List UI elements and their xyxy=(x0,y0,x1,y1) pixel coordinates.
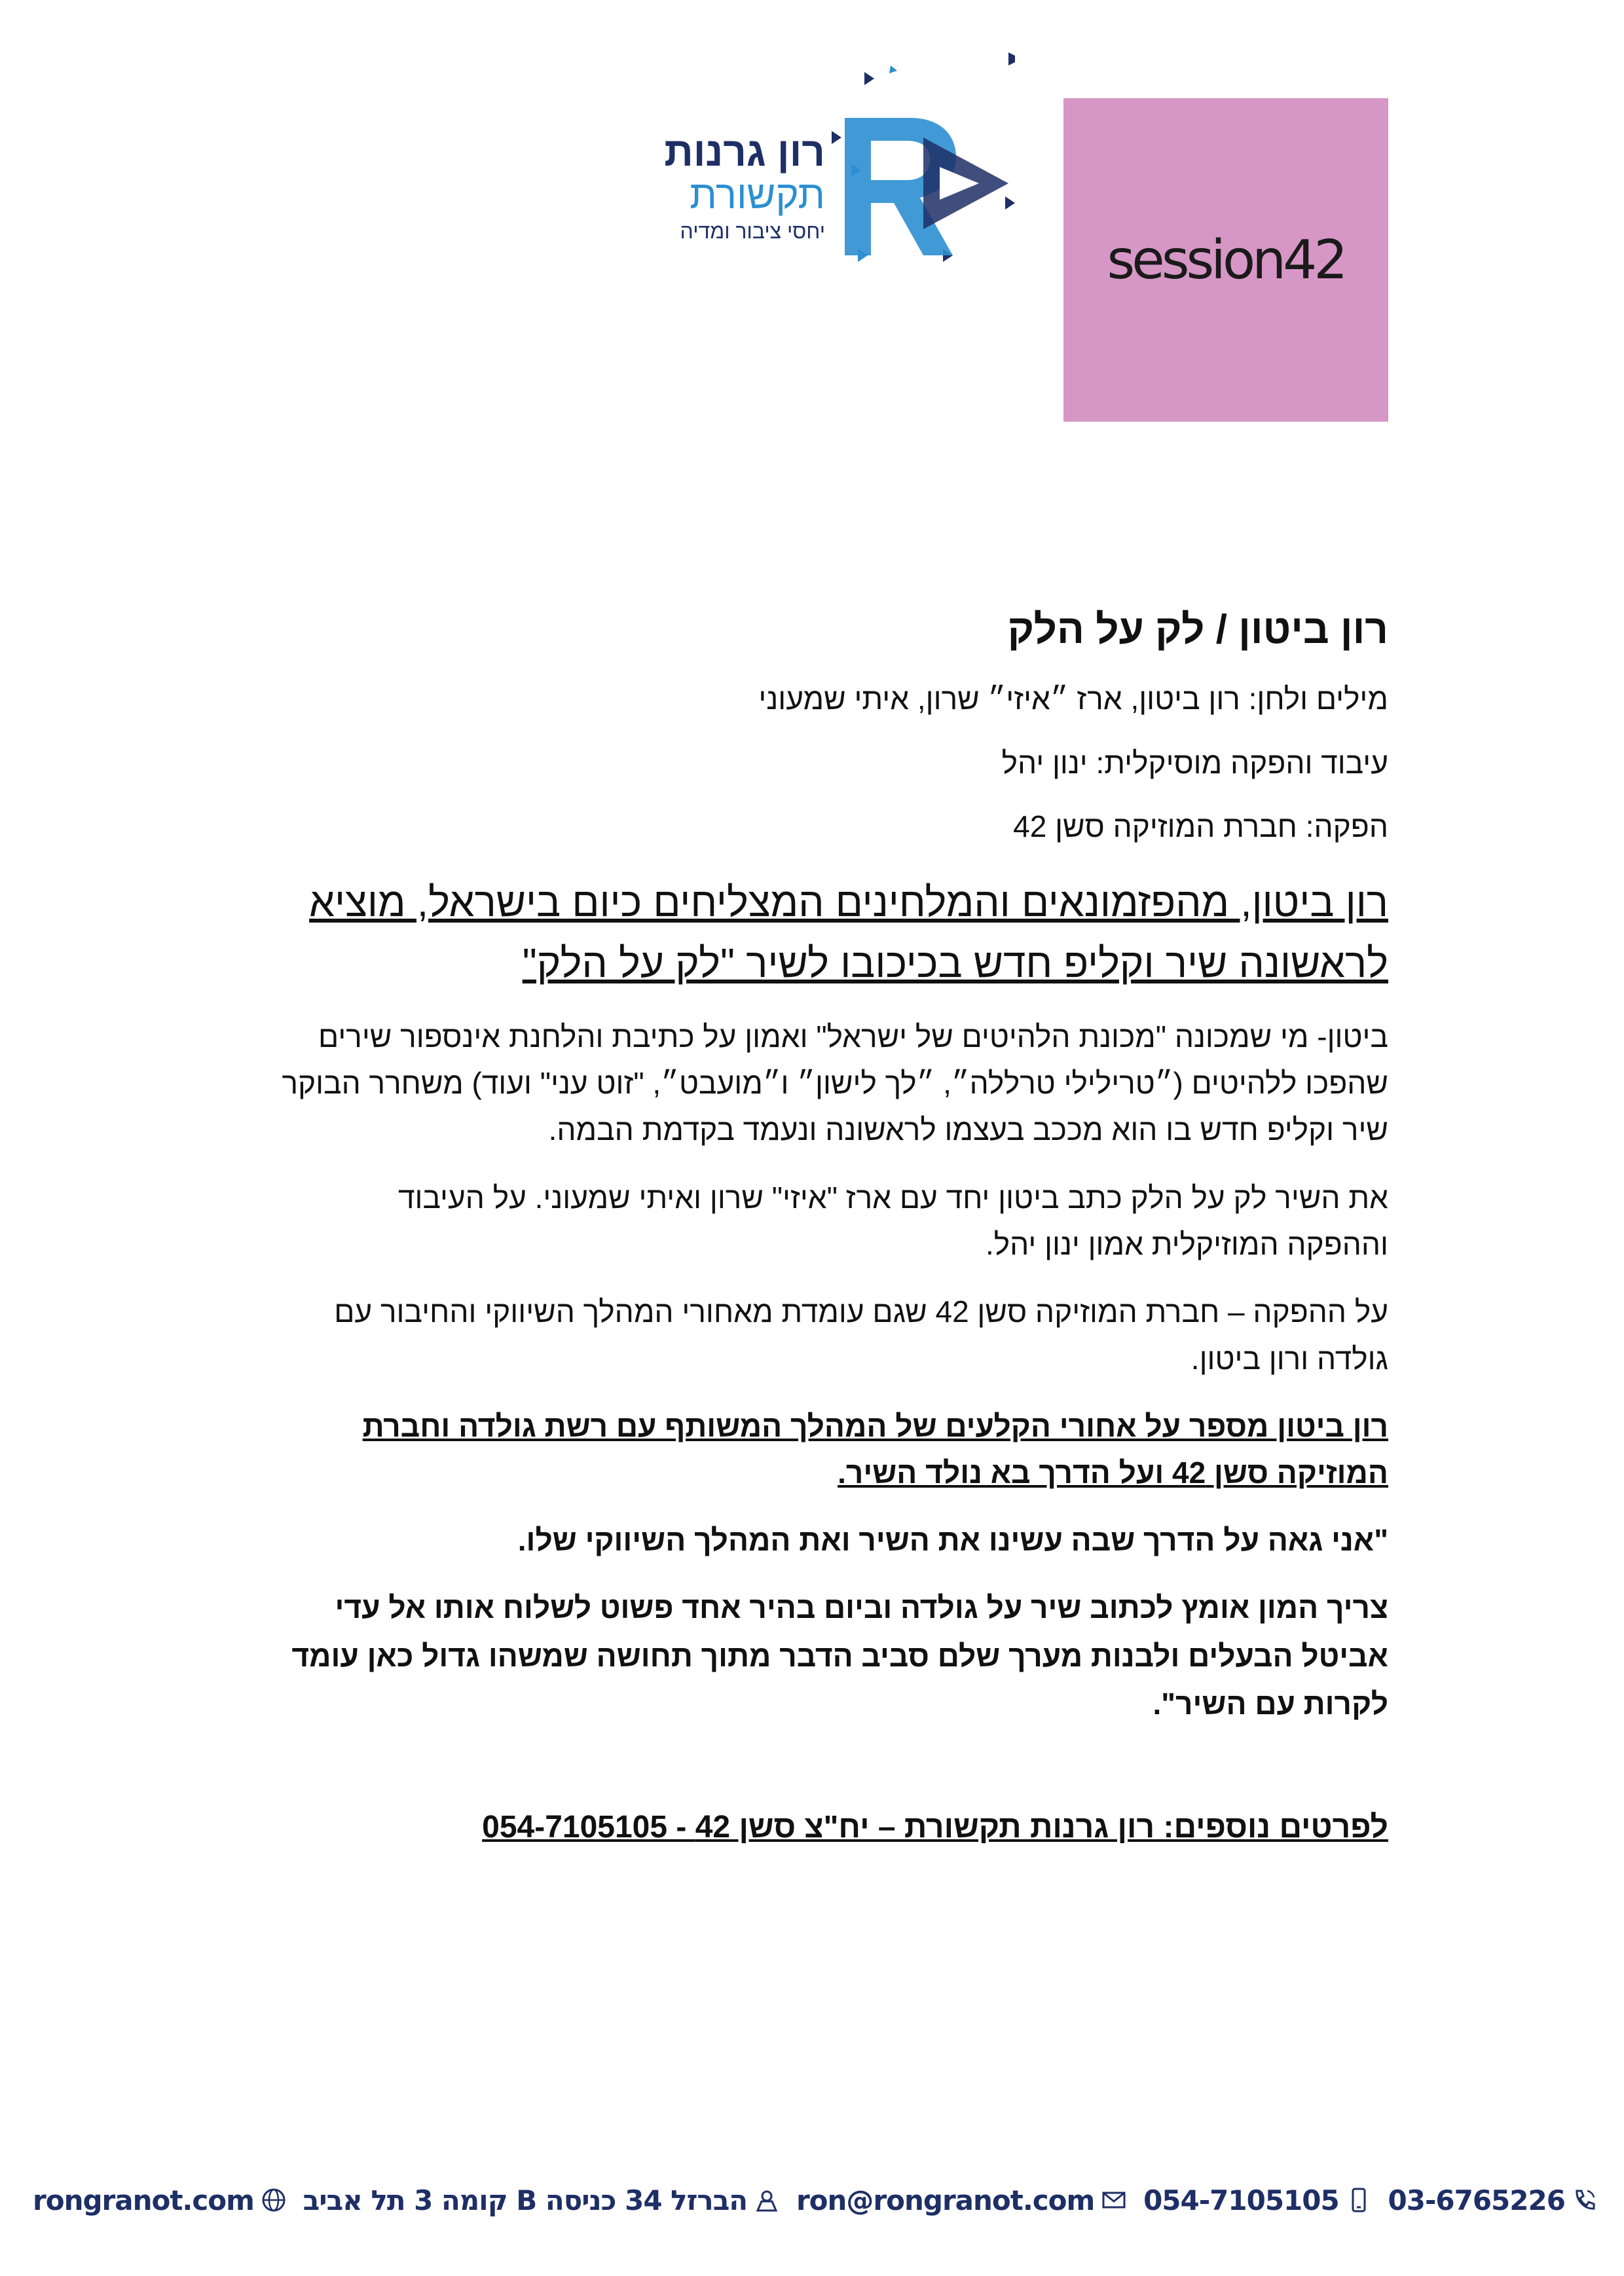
session42-logo-text: session42 xyxy=(1107,229,1345,291)
quote-line-1: "אני גאה על הדרך שבה עשינו את השיר ואת המהלך השיווקי שלו. xyxy=(517,1522,1388,1557)
rg-logo-line3: יחסי ציבור ומדיה xyxy=(680,219,825,244)
footer-website[interactable] xyxy=(33,2184,287,2216)
credit-lyrics: מילים ולחן: רון ביטון, ארז ״איזי״ שרון, איתי שמעוני xyxy=(758,682,1388,716)
address-text: הברזל 34 כניסה B קומה 3 תל אביב xyxy=(303,2184,748,2216)
subheadline: רון ביטון מספר על אחורי הקלעים של המהלך המשותף עם רשת גולדה וחברת המוזיקה סשן 42 ועל הדרך בא נולד השיר. xyxy=(362,1408,1388,1490)
mobile-icon xyxy=(1346,2187,1372,2213)
page-title: רון ביטון / לק על הלק xyxy=(1007,607,1388,652)
footer-phone[interactable] xyxy=(1388,2184,1598,2216)
email-link[interactable]: ron@rongranot.com xyxy=(796,2184,1095,2216)
phone-icon xyxy=(1572,2187,1598,2213)
footer-email[interactable] xyxy=(796,2184,1127,2216)
rg-logo-line2: תקשורת xyxy=(690,173,825,217)
credit-production: הפקה: חברת המוזיקה סשן 42 xyxy=(1013,809,1388,844)
rg-logo-line1: רון גרנות xyxy=(664,130,825,175)
rg-monogram-icon xyxy=(825,52,1015,288)
footer-mobile[interactable] xyxy=(1143,2184,1372,2216)
paragraph-production: על ההפקה – חברת המוזיקה סשן 42 שגם עומדת מאחורי המהלך השיווקי והחיבור עם גולדה ורון ביטון. xyxy=(334,1294,1388,1376)
mail-icon xyxy=(1101,2187,1127,2213)
credit-arrangement: עיבוד והפקה מוסיקלית: ינון יהל xyxy=(1001,745,1388,780)
paragraph-writers: את השיר לק על הלק כתב ביטון יחד עם ארז "איזי" שרון ואיתי שמעוני. על העיבוד וההפקה המוזיקלית אמון ינון יהל. xyxy=(398,1180,1388,1262)
session42-logo xyxy=(1063,98,1388,422)
globe-icon xyxy=(261,2187,287,2213)
paragraph-intro: ביטון- מי שמכונה "מכונת הלהיטים של ישראל" ואמון על כתיבת והלחנת אינספור שירים שהפכו ללהיטים (״טרילילי טרללה״, ״לך לישון״ ו״מועבט״, "זוט עני" ועוד) משחרר הבוקר שיר וקליפ חדש בו הוא מככב בעצמו לראשונה ונעמד בקדמת הבמה. xyxy=(282,1019,1388,1147)
contact-details: לפרטים נוספים: רון גרנות תקשורת – יח"צ סשן 42 - 054-7105105 xyxy=(482,1809,1388,1845)
footer-contact-bar xyxy=(33,2177,1598,2223)
building-icon xyxy=(754,2187,780,2213)
website-link[interactable]: rongranot.com xyxy=(33,2184,254,2216)
rongranot-logo-text xyxy=(648,131,825,246)
press-release-body xyxy=(236,606,1388,1848)
footer-address xyxy=(303,2184,781,2216)
rongranot-logo xyxy=(648,52,1015,288)
quote-line-2: צריך המון אומץ לכתוב שיר על גולדה וביום בהיר אחד פשוט לשלוח אותו אל עדי אביטל הבעלים ולבנות מערך שלם סביב הדבר מתוך תחושה שמשהו גדול כאן עומד לקרות עם השיר". xyxy=(291,1590,1388,1721)
headline: רון ביטון, מהפזמונאים והמלחינים המצליחים כיום בישראל, מוציא לראשונה שיר וקליפ חדש בכיכובו לשיר "לק על הלק" xyxy=(309,879,1388,986)
mobile-number[interactable]: 054-7105105 xyxy=(1143,2184,1339,2216)
phone-number[interactable]: 03-6765226 xyxy=(1388,2184,1565,2216)
